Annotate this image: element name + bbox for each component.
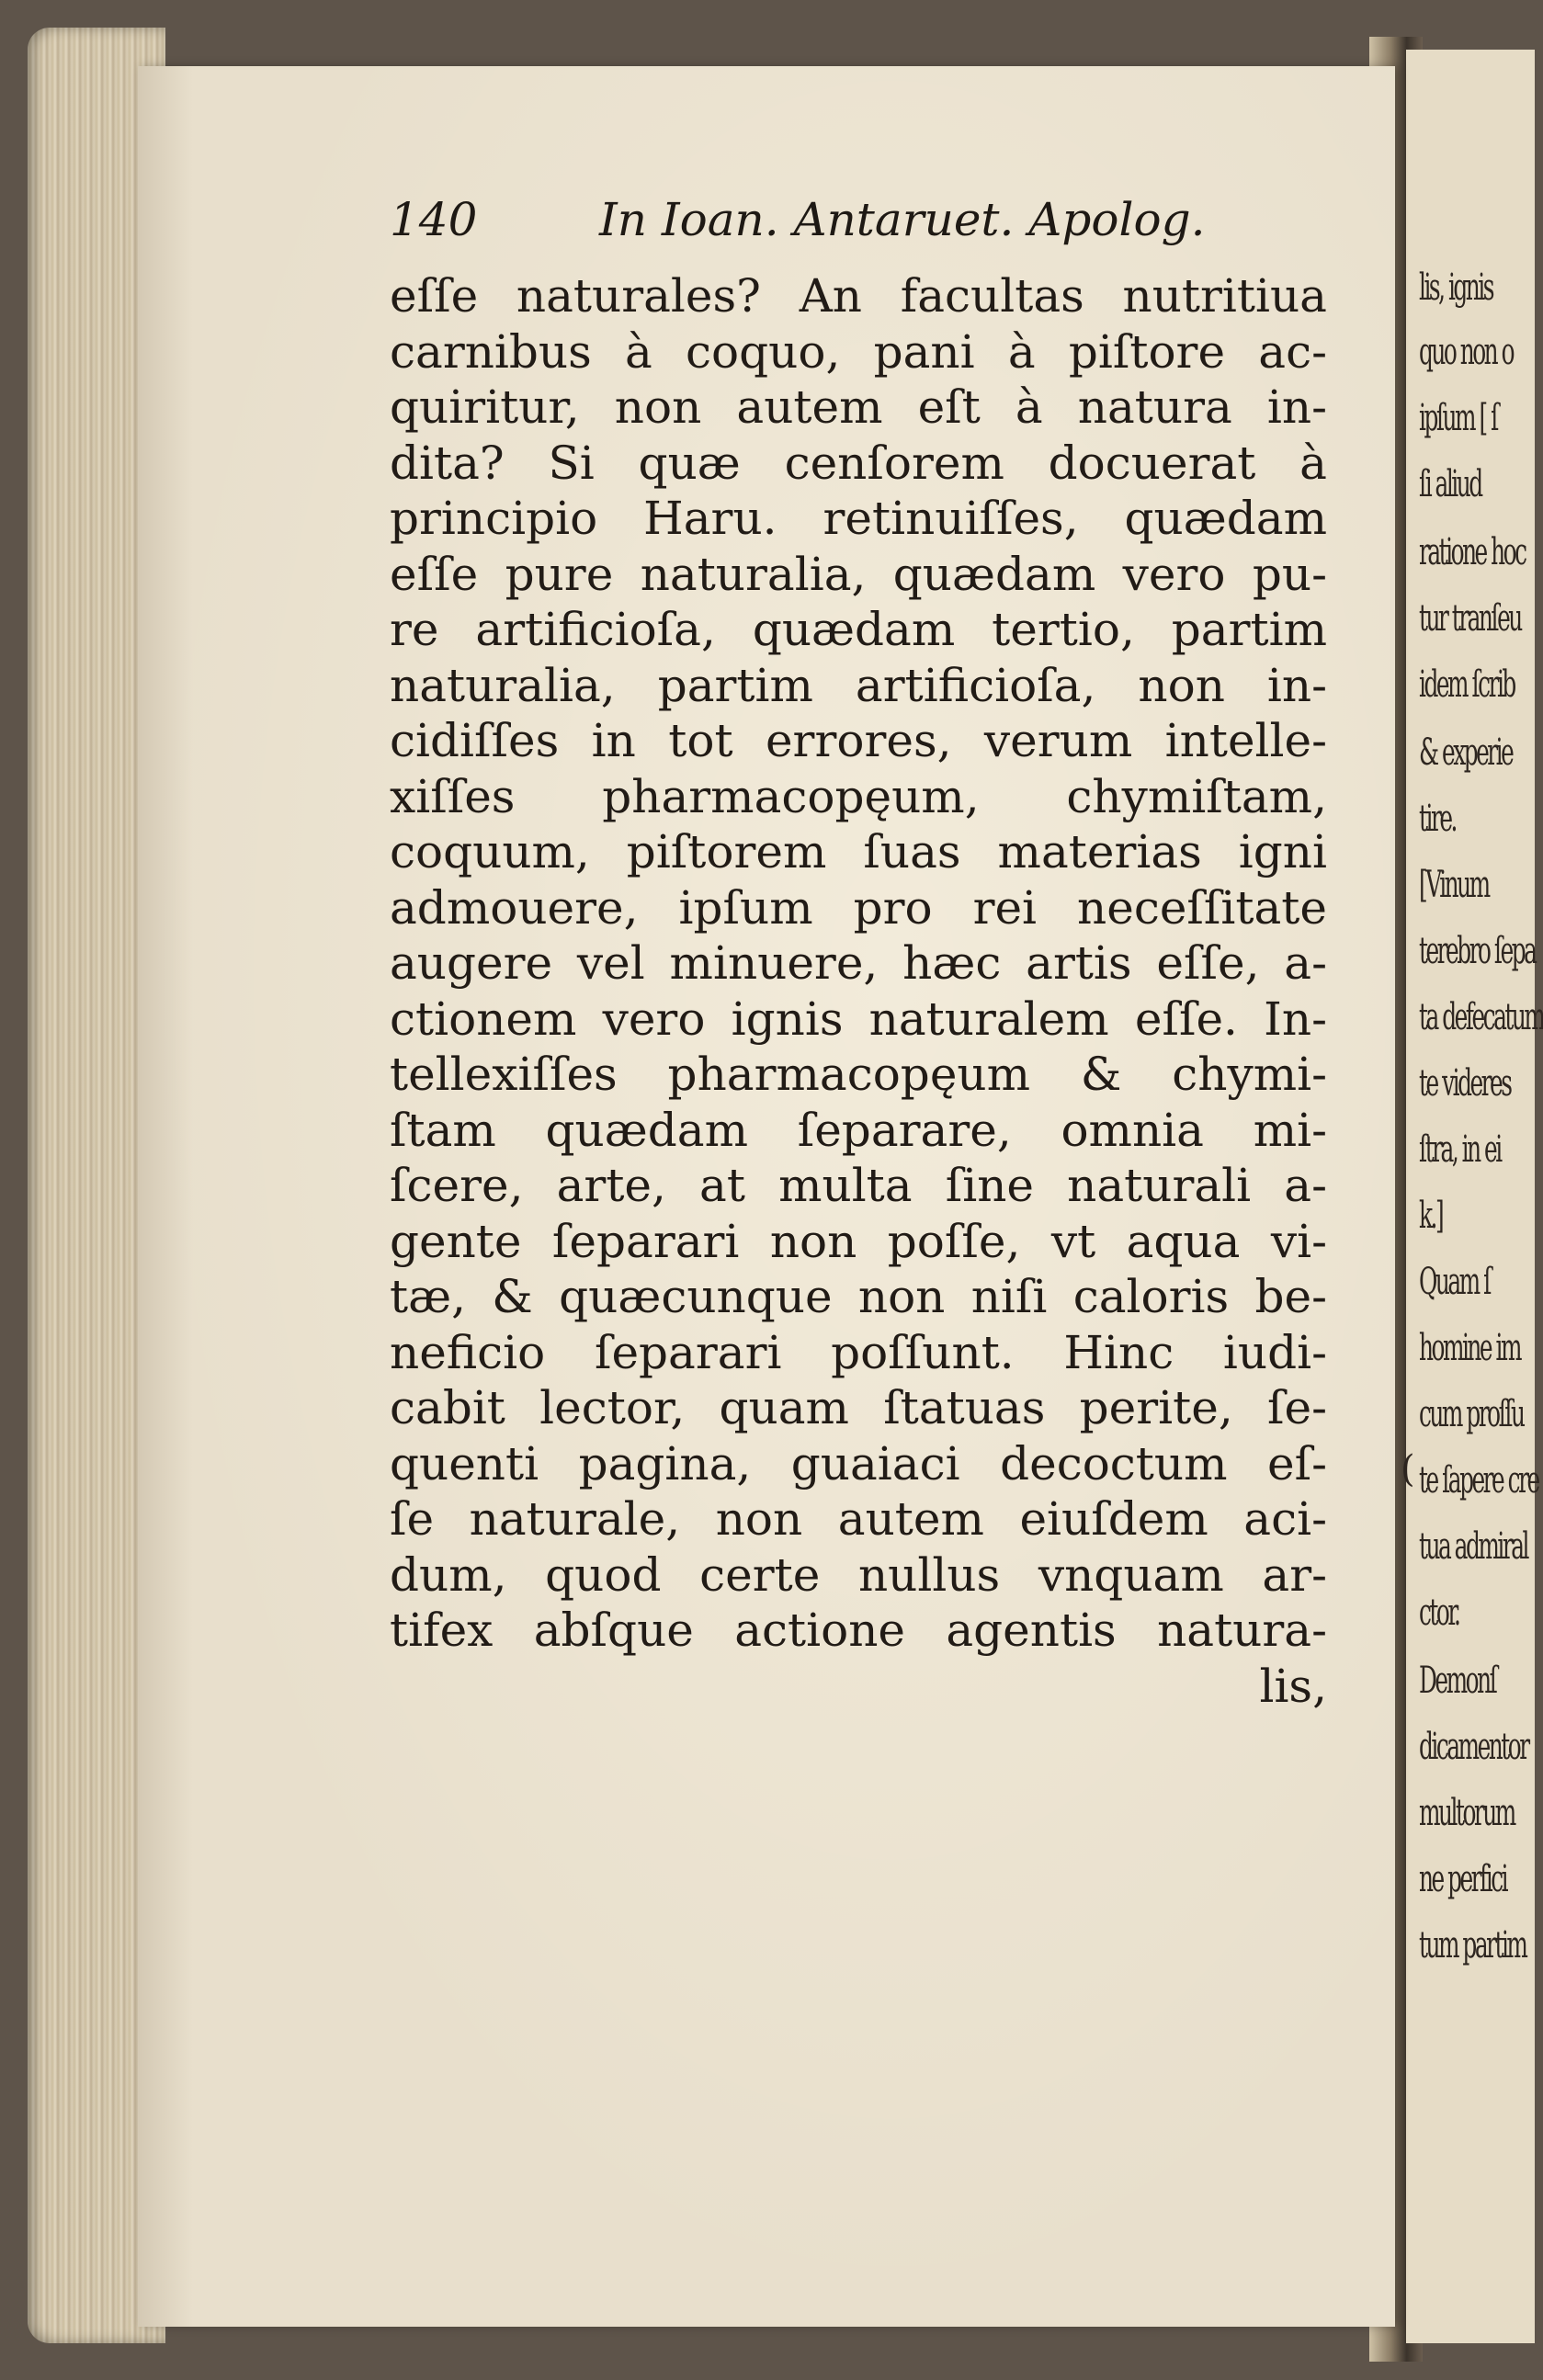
facing-page-line: tua admiral [1419,1525,1528,1568]
facing-page-line: tire. [1419,798,1456,840]
facing-page-line: tur tranſeu [1419,597,1521,640]
facing-page-line: Demonſ [1419,1660,1496,1702]
catchword: lis, [1259,1659,1327,1713]
running-header [390,193,1217,257]
facing-page-line: dicamentor [1419,1726,1528,1768]
text-line: xiſſes pharmacopęum, chymiſtam, [390,769,1327,823]
text-line: ſcere, arte, at multa ſine naturali a- [390,1159,1327,1212]
text-line: dum, quod certe nullus vnquam ar- [390,1547,1327,1602]
page-number: 140 [390,193,478,246]
facing-page-line: cum proſſu [1419,1393,1524,1435]
facing-page-line: idem ſcrib [1419,663,1515,706]
text-line: ctionem vero ignis naturalem eſſe. In- [390,992,1327,1046]
text-line: dita? Si quæ cenſorem docuerat à [390,436,1327,490]
facing-page-line: quo non o [1419,331,1514,373]
facing-page-line: terebro ſepa [1419,930,1536,972]
text-line: neficio ſeparari poſſunt. Hinc iudi- [390,1325,1327,1379]
facing-page-line: ipſum [ ſ [1419,397,1497,439]
facing-page-line: k.] [1419,1195,1443,1237]
text-line: coquum, piſtorem ſuas materias igni [390,825,1327,878]
text-line: quiritur, non autem eſt à natura in- [390,380,1327,434]
facing-page-line: tum partim [1419,1924,1526,1966]
facing-margin-mark: ( [1401,1448,1415,1490]
text-line: eſſe pure naturalia, quædam vero pu- [390,547,1327,601]
facing-page-line: ſtra, in ei [1419,1128,1501,1171]
text-line: ſe naturale, non autem eiuſdem aci- [390,1492,1327,1546]
text-line: augere vel minuere, hæc artis eſſe, a- [390,936,1327,990]
facing-page-line: ratione hoc [1419,531,1526,573]
facing-page-line: te videres [1419,1062,1511,1105]
facing-page-line: te ſapere cre [1419,1459,1538,1502]
facing-page-line: ctor. [1419,1592,1459,1634]
text-line: carnibus à coquo, pani à piſtore ac- [390,324,1327,379]
text-line: re artificioſa, quædam tertio, partim [390,603,1327,656]
text-line: cabit lector, quam ſtatuas perite, ſe- [390,1381,1327,1434]
facing-page-line: ſi aliud [1419,463,1481,505]
text-line: principio Haru. retinuiſſes, quædam [390,492,1327,545]
facing-page-line: ta defecatum [1419,996,1543,1038]
facing-page-line: & experie [1419,731,1513,774]
facing-page [1401,50,1543,2343]
text-line: naturalia, partim artificioſa, non in- [390,658,1327,712]
facing-page-line: ne perfici [1419,1858,1507,1900]
facing-page-line: Quam ſ [1419,1261,1490,1303]
text-line: tellexiſſes pharmacopęum & chymi- [390,1048,1327,1101]
text-line: cidiſſes in tot errores, verum intelle- [390,714,1327,767]
text-line: admouere, ipſum pro rei neceſſitate [390,880,1327,935]
text-line: ſtam quædam ſeparare, omnia mi- [390,1103,1327,1157]
running-title: In Ioan. Antaruet. Apolog. [599,193,1206,246]
facing-page-line: [Vinum [1419,864,1489,906]
main-text-block [390,268,1327,1714]
facing-page-line: lis, ignis [1419,266,1492,309]
text-line: quenti pagina, guaiaci decoctum eſ- [390,1436,1327,1490]
facing-page-line: multorum [1419,1792,1515,1834]
text-line: tæ, & quæcunque non niſi caloris be- [390,1270,1327,1323]
text-line: gente ſeparari non poſſe, vt aqua vi- [390,1214,1327,1268]
facing-page-line: homine im [1419,1327,1521,1369]
text-line: eſſe naturales? An facultas nutritiua [390,269,1327,323]
text-line: tifex abſque actione agentis natura- [390,1604,1327,1657]
